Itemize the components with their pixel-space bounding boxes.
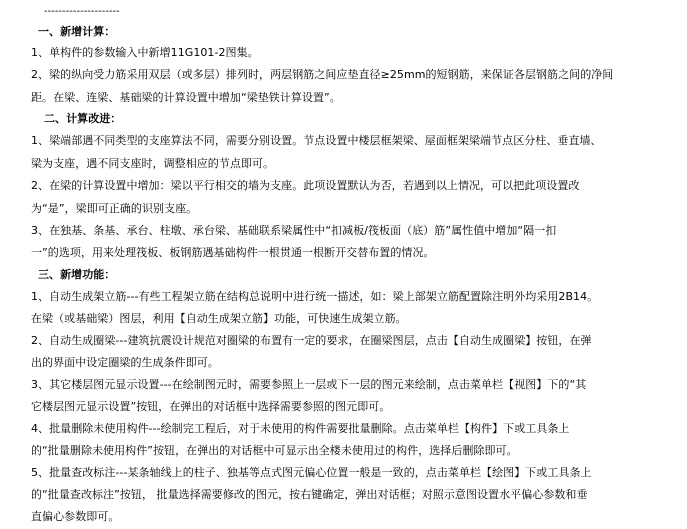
paragraph-line: 5、批量查改标注---某条轴线上的柱子、独基等点式图元偏心位置一般是一致的，点击菜单栏【绘图】下或工具条上: [31, 466, 592, 479]
paragraph-line: 4、批量删除未使用构件---绘制完工程后，对于未使用的构件需要批量删除。点击菜单栏【构件】下或工具条上: [31, 422, 570, 435]
paragraph-line: 2、自动生成圈梁---建筑抗震设计规范对圈梁的布置有一定的要求，在圈梁图层，点击【自动生成圈梁】按钮，在弹: [31, 334, 592, 347]
paragraph-line: 1、自动生成架立筋---有些工程架立筋在结构总说明中进行统一描述，如：梁上部架立筋配置除注明外均采用2B14。: [31, 290, 599, 303]
paragraph-line: 它楼层图元显示设置”按钮，在弹出的对话框中选择需要参照的图元即可。: [31, 400, 391, 413]
paragraph-line: 在梁（或基础梁）图层，利用【自动生成架立筋】功能，可快速生成架立筋。: [31, 312, 407, 325]
section-heading-new-features: 三、新增功能：: [38, 268, 116, 281]
paragraph-line: 出的界面中设定圈梁的生成条件即可。: [31, 356, 219, 369]
paragraph-line: 2、梁的纵向受力筋采用双层（或多层）排列时，两层钢筋之间应垫直径≥25mm的短钢筋，来保证各层钢筋之间的净间: [31, 68, 614, 81]
paragraph-line: 梁为支座，遇不同支座时，调整相应的节点即可。: [31, 157, 275, 170]
separator-rule: ---------------------: [44, 6, 120, 17]
paragraph-line: 2、在梁的计算设置中增加：梁以平行相交的墙为支座。此项设置默认为否，若遇到以上情况，可以把此项设置改: [31, 179, 580, 192]
paragraph-line: 为“是”，梁即可正确的识别支座。: [31, 202, 198, 215]
section-heading-new-calculation: 一、新增计算：: [38, 25, 116, 38]
paragraph-line: 的“批量删除未使用构件”按钮，在弹出的对话框中可显示出全楼未使用过的构件，选择后删除即可。: [31, 444, 518, 457]
paragraph-line: 的“批量查改标注”按钮， 批量选择需要修改的图元，按右键确定，弹出对话框；对照示意图设置水平偏心参数和垂: [31, 488, 588, 501]
paragraph-line: 3、在独基、条基、承台、柱墩、承台梁、基础联系梁属性中“扣减板/筏板面（底）筋”属性值中增加“隔一扣: [31, 224, 557, 237]
paragraph-line: 1、单构件的参数输入中新增11G101-2图集。: [31, 46, 259, 59]
paragraph-line: 距。在梁、连梁、基础梁的计算设置中增加“梁垫铁计算设置”。: [31, 91, 341, 104]
paragraph-line: 3、其它楼层图元显示设置---在绘制图元时，需要参照上一层或下一层的图元来绘制，点击菜单栏【视图】下的“其: [31, 378, 587, 391]
section-heading-calculation-improvement: 二、计算改进：: [44, 112, 122, 125]
paragraph-line: 一”的选项，用来处理筏板、板钢筋遇基础构件一根贯通一根断开交替布置的情况。: [31, 246, 435, 259]
paragraph-line: 直偏心参数即可。: [31, 510, 120, 523]
paragraph-line: 1、梁端部遇不同类型的支座算法不同，需要分别设置。节点设置中楼层框架梁、屋面框架梁端节点区分柱、垂直墙、: [31, 134, 602, 147]
